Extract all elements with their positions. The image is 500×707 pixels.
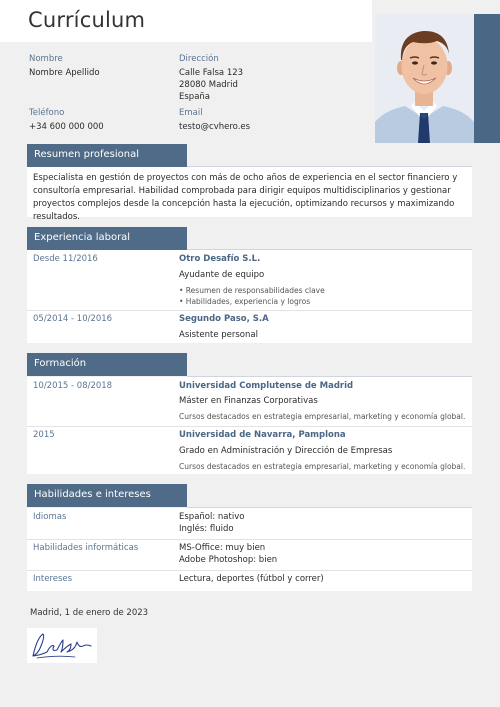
- email-value: testo@cvhero.es: [179, 122, 251, 132]
- skill-label: Habilidades informáticas: [33, 543, 139, 553]
- summary-heading-text: Resumen profesional: [34, 149, 139, 160]
- experience-org: Segundo Paso, S.A: [179, 314, 269, 324]
- address-label: Dirección: [179, 54, 219, 64]
- skill-label: Intereses: [33, 574, 73, 584]
- accent-bar: [474, 14, 500, 143]
- experience-bullet: • Habilidades, experiencia y logros: [179, 297, 311, 306]
- summary-text: Especialista en gestión de proyectos con más de ocho años de experiencia en el sector financiero y consultoría empresarial. Habilidad comprobada para dirigir equipos multidisciplinarios y gestionar proyectos complejos desde la concepción hasta la ejecución, optimizando recursos y maximizando resultados.: [33, 173, 458, 222]
- education-date: 10/2015 - 08/2018: [33, 381, 113, 391]
- skill-value: Español: nativo Inglés: fluido: [179, 512, 245, 534]
- page-title: Currículum: [28, 8, 146, 32]
- education-heading: [27, 353, 187, 376]
- person-portrait-icon: [375, 14, 474, 143]
- row-divider: [27, 539, 472, 540]
- skill-value: Lectura, deportes (fútbol y correr): [179, 574, 324, 584]
- experience-bullet: • Resumen de responsabilidades clave: [179, 286, 325, 295]
- education-note: Cursos destacados en estrategia empresarial, marketing y economía global.: [179, 462, 466, 471]
- education-note: Cursos destacados en estrategia empresarial, marketing y economía global.: [179, 412, 466, 421]
- skills-heading: [27, 484, 187, 507]
- signature-icon: [27, 628, 97, 663]
- skills-heading-text: Habilidades e intereses: [34, 489, 151, 500]
- experience-heading: [27, 227, 187, 250]
- row-divider: [27, 310, 472, 311]
- experience-date: Desde 11/2016: [33, 254, 98, 264]
- experience-date: 05/2014 - 10/2016: [33, 314, 113, 324]
- row-divider: [27, 570, 472, 571]
- education-degree: Máster en Finanzas Corporativas: [179, 396, 318, 406]
- education-org: Universidad Complutense de Madrid: [179, 381, 354, 391]
- name-label: Nombre: [29, 54, 63, 64]
- profile-photo: [375, 14, 474, 143]
- experience-role: Asistente personal: [179, 330, 258, 340]
- skill-value: MS-Office: muy bien Adobe Photoshop: bien: [179, 543, 278, 565]
- skill-label: Idiomas: [33, 512, 67, 522]
- row-divider: [27, 426, 472, 427]
- education-org: Universidad de Navarra, Pamplona: [179, 430, 346, 440]
- education-heading-text: Formación: [34, 358, 87, 369]
- experience-role: Ayudante de equipo: [179, 270, 265, 280]
- name-value: Nombre Apellido: [29, 68, 100, 78]
- experience-heading-text: Experiencia laboral: [34, 232, 131, 243]
- education-degree: Grado en Administración y Dirección de Empresas: [179, 446, 393, 456]
- title-bar: [0, 0, 372, 42]
- experience-org: Otro Desafío S.L.: [179, 254, 261, 264]
- phone-label: Teléfono: [29, 108, 65, 118]
- address-value: Calle Falsa 123 28080 Madrid España: [179, 68, 244, 102]
- summary-heading: [27, 144, 187, 167]
- email-label: Email: [179, 108, 203, 118]
- education-date: 2015: [33, 430, 55, 440]
- phone-value: +34 600 000 000: [29, 122, 104, 132]
- place-date: Madrid, 1 de enero de 2023: [30, 608, 149, 618]
- signature: [27, 628, 97, 663]
